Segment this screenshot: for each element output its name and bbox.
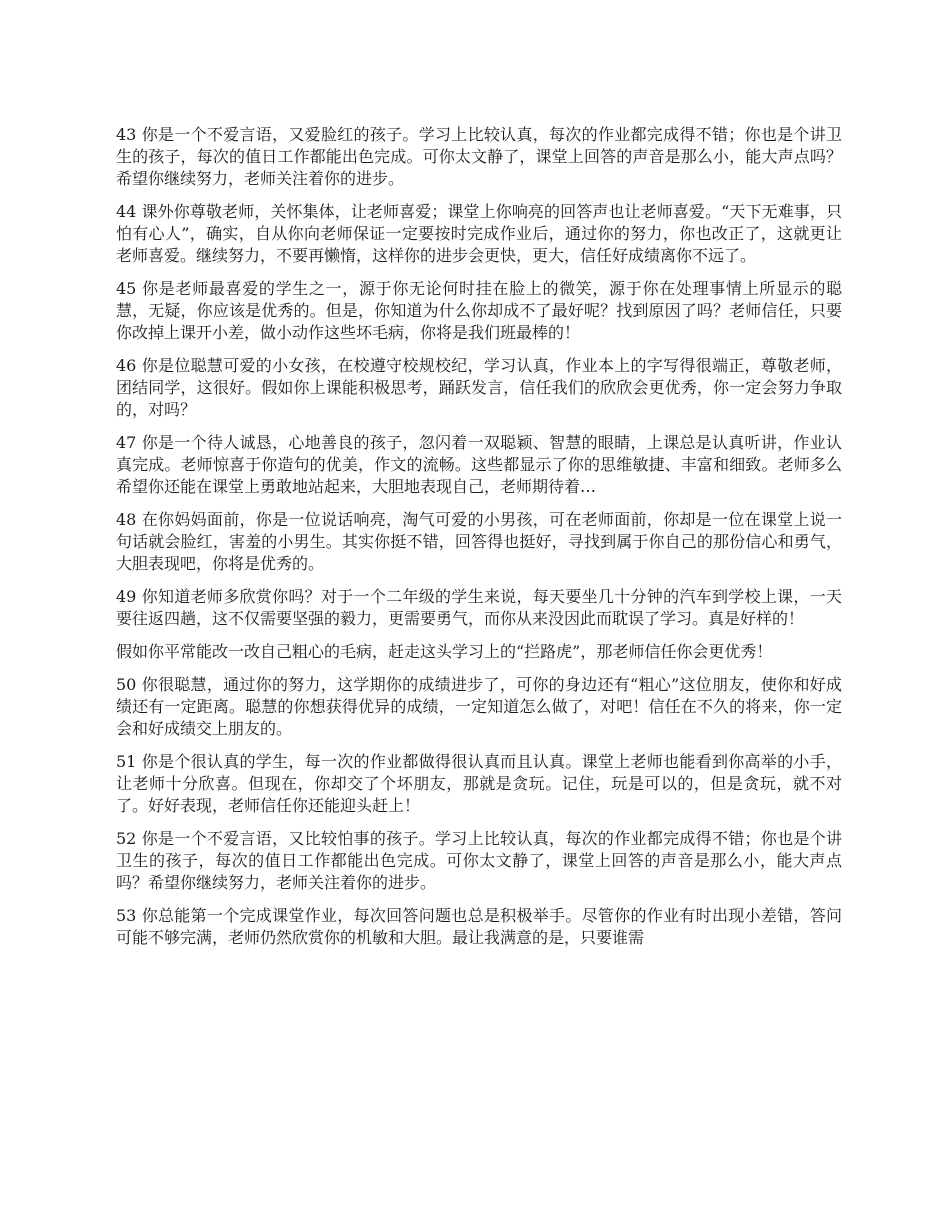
- paragraph-45: 45 你是老师最喜爱的学生之一，源于你无论何时挂在脸上的微笑，源于你在处理事情上所显示的聪慧，无疑，你应该是优秀的。但是，你知道为什么你却成不了最好呢？找到原因了吗？老师信任，只要你改掉上课开小差，做小动作这些坏毛病，你将是我们班最棒的！: [116, 279, 842, 342]
- paragraph-46: 46 你是位聪慧可爱的小女孩，在校遵守校规校纪，学习认真，作业本上的字写得很端正，尊敬老师，团结同学，这很好。假如你上课能积极思考，踊跃发言，信任我们的欣欣会更优秀，你一定会努力争取的，对吗？: [116, 356, 842, 419]
- paragraph-51: 51 你是个很认真的学生，每一次的作业都做得很认真而且认真。课堂上老师也能看到你高举的小手，让老师十分欣喜。但现在，你却交了个坏朋友，那就是贪玩。记住，玩是可以的，但是贪玩，就不对了。好好表现，老师信任你还能迎头赶上！: [116, 752, 842, 815]
- paragraph-53: 53 你总能第一个完成课堂作业，每次回答问题也总是积极举手。尽管你的作业有时出现小差错，答问可能不够完满，老师仍然欣赏你的机敏和大胆。最让我满意的是，只要谁需: [116, 906, 842, 947]
- paragraph-49-continued: 假如你平常能改一改自己粗心的毛病，赶走这头学习上的“拦路虎”，那老师信任你会更优秀！: [116, 642, 773, 661]
- paragraph-43: 43 你是一个不爱言语，又爱脸红的孩子。学习上比较认真，每次的作业都完成得不错；你也是个讲卫生的孩子，每次的值日工作都能出色完成。可你太文静了，课堂上回答的声音是那么小，能大声点吗？希望你继续努力，老师关注着你的进步。: [116, 125, 842, 188]
- paragraph-47: 47 你是一个待人诚恳，心地善良的孩子，忽闪着一双聪颖、智慧的眼睛，上课总是认真听讲，作业认真完成。老师惊喜于你造句的优美，作文的流畅。这些都显示了你的思维敏捷、丰富和细致。老师多么希望你还能在课堂上勇敢地站起来，大胆地表现自己，老师期待着…: [116, 433, 842, 496]
- paragraph-50: 50 你很聪慧，通过你的努力，这学期你的成绩进步了，可你的身边还有“粗心”这位朋友，使你和好成绩还有一定距离。聪慧的你想获得优异的成绩，一定知道怎么做了，对吧！信任在不久的将来，你一定会和好成绩交上朋友的。: [116, 675, 842, 738]
- paragraph-44: 44 课外你尊敬老师，关怀集体，让老师喜爱；课堂上你响亮的回答声也让老师喜爱。“天下无难事，只怕有心人”，确实，自从你向老师保证一定要按时完成作业后，通过你的努力，你也改正了，这就更让老师喜爱。继续努力，不要再懒惰，这样你的进步会更快，更大，信任好成绩离你不远了。: [116, 202, 842, 265]
- document-page: [116, 124, 842, 960]
- paragraph-49: 49 你知道老师多欣赏你吗？对于一个二年级的学生来说，每天要坐几十分钟的汽车到学校上课，一天要往返四趟，这不仅需要坚强的毅力，更需要勇气，而你从来没因此而耽误了学习。真是好样的！: [116, 587, 842, 628]
- paragraph-48: 48 在你妈妈面前，你是一位说话响亮，淘气可爱的小男孩，可在老师面前，你却是一位在课堂上说一句话就会脸红，害羞的小男生。其实你挺不错，回答得也挺好，寻找到属于你自己的那份信心和勇气，大胆表现吧，你将是优秀的。: [116, 510, 842, 573]
- paragraph-52: 52 你是一个不爱言语，又比较怕事的孩子。学习上比较认真，每次的作业都完成得不错；你也是个讲卫生的孩子，每次的值日工作都能出色完成。可你太文静了，课堂上回答的声音是那么小，能大声点吗？希望你继续努力，老师关注着你的进步。: [116, 829, 842, 892]
